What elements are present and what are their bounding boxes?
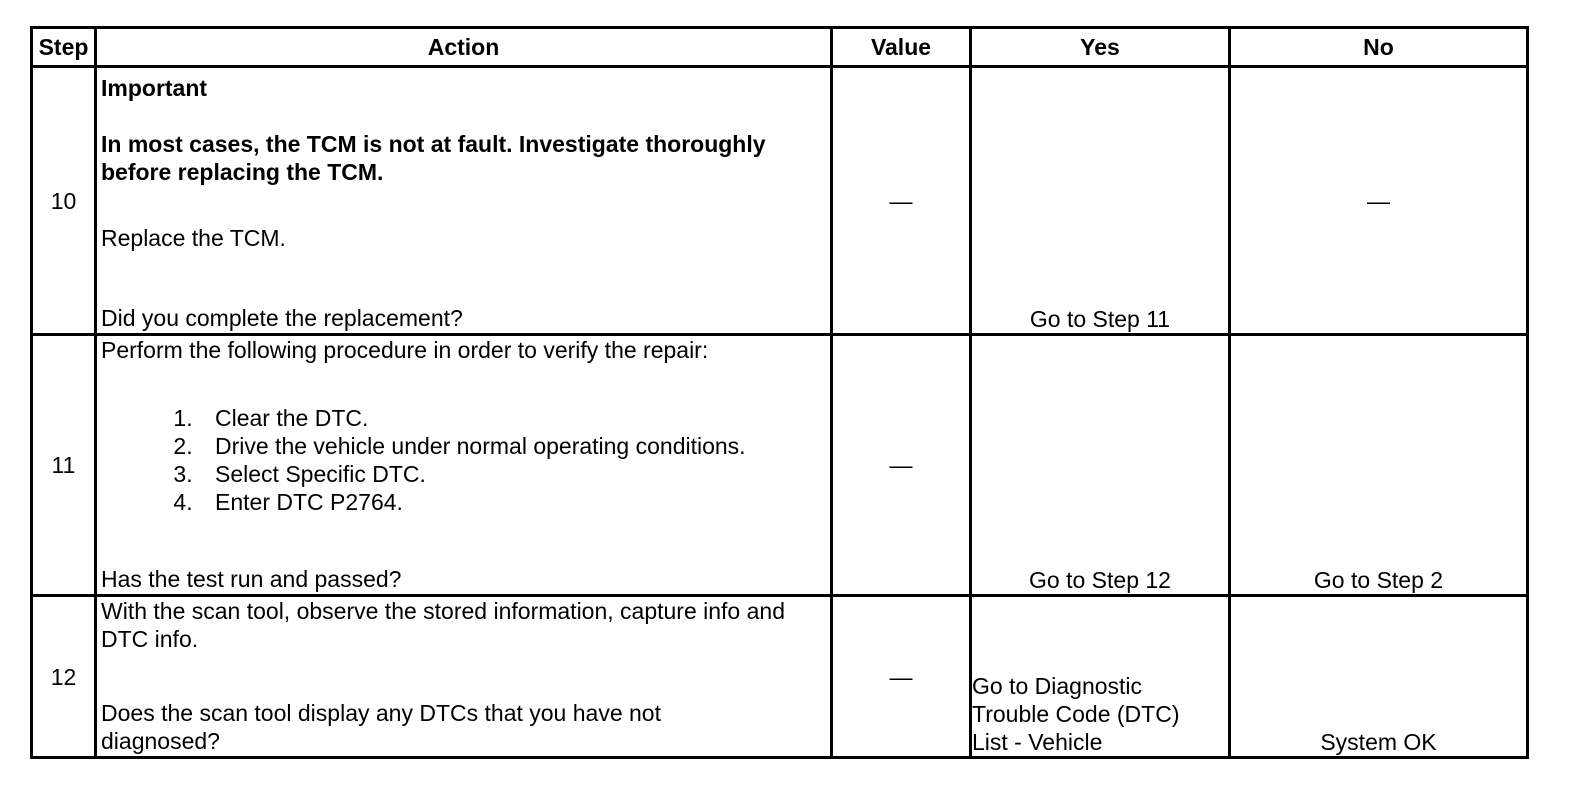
value-cell: — <box>832 596 971 758</box>
table-row <box>32 67 1528 335</box>
step-number: 12 <box>32 596 96 758</box>
table-row <box>32 596 1528 758</box>
header-step: Step <box>32 28 96 67</box>
procedure-step: 1. Clear the DTC. <box>199 404 830 432</box>
action-cell <box>96 67 832 335</box>
yes-line: Trouble Code (DTC) <box>972 701 1180 727</box>
no-cell: System OK <box>1230 596 1528 758</box>
no-cell: — <box>1230 67 1528 335</box>
question-text: Does the scan tool display any DTCs that you have not diagnosed? <box>101 700 661 754</box>
yes-line: List - Vehicle <box>972 729 1103 755</box>
intro-text: Perform the following procedure in order to verify the repair: <box>101 337 709 363</box>
diagnostic-table <box>30 26 1529 759</box>
value-cell: — <box>832 67 971 335</box>
yes-cell: Go to Step 11 <box>971 67 1230 335</box>
procedure-step: 2. Drive the vehicle under normal operating conditions. <box>199 432 830 460</box>
action-cell <box>96 335 832 596</box>
header-no: No <box>1230 28 1528 67</box>
header-value: Value <box>832 28 971 67</box>
procedure-step: 3. Select Specific DTC. <box>199 460 830 488</box>
header-action: Action <box>96 28 832 67</box>
yes-cell: Go to Step 12 <box>971 335 1230 596</box>
important-label: Important <box>101 75 208 101</box>
action-text: Replace the TCM. <box>101 225 286 251</box>
value-cell: — <box>832 335 971 596</box>
yes-line: Go to Diagnostic <box>972 673 1143 699</box>
step-number: 11 <box>32 335 96 596</box>
header-row <box>32 28 1528 67</box>
intro-text: With the scan tool, observe the stored information, capture info and DTC info. <box>101 598 785 652</box>
table-row <box>32 335 1528 596</box>
step-number: 10 <box>32 67 96 335</box>
procedure-step: 4. Enter DTC P2764. <box>199 488 830 516</box>
important-text: In most cases, the TCM is not at fault. Investigate thoroughly before replacing the TCM. <box>101 131 766 185</box>
header-yes: Yes <box>971 28 1230 67</box>
question-text: Has the test run and passed? <box>101 566 402 592</box>
procedure-list <box>101 404 830 516</box>
yes-cell <box>971 596 1230 758</box>
action-cell <box>96 596 832 758</box>
question-text: Did you complete the replacement? <box>101 305 463 331</box>
no-cell: Go to Step 2 <box>1230 335 1528 596</box>
